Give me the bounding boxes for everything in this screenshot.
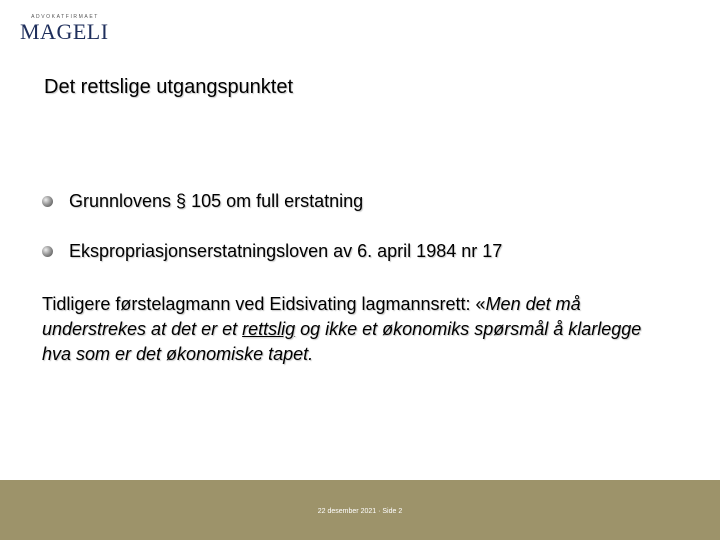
bullet-list [42,188,502,288]
bullet-item [42,188,502,214]
quote-intro: Tidligere førstelagmann ved Eidsivating lagmannsrett: « [42,294,486,314]
bullet-dot-icon [42,196,53,207]
slide-title: Det rettslige utgangspunktet [44,76,294,98]
quote-part2: og ikke et økonomiks spørsmål å klarlegge hva som er det økonomiske tapet. [42,319,642,364]
footer-text: 22 desember 2021 · Side 2 [317,508,403,515]
quote-paragraph [42,292,672,367]
logo-tagline: ADVOKATFIRMAET [31,14,99,20]
bullet-text: Ekspropriasjonserstatningsloven av 6. april 1984 nr 17 [69,240,503,261]
bullet-dot-icon [42,246,53,257]
bullet-text: Grunnlovens § 105 om full erstatning [69,190,364,211]
logo-name: MAGELI [20,19,109,44]
bullet-item [42,238,502,264]
quote-part1: Men det må understrekes at det er et [42,294,581,339]
footer-bar [0,480,720,540]
firm-logo [20,14,110,44]
quote-underlined: rettslig [242,319,296,339]
